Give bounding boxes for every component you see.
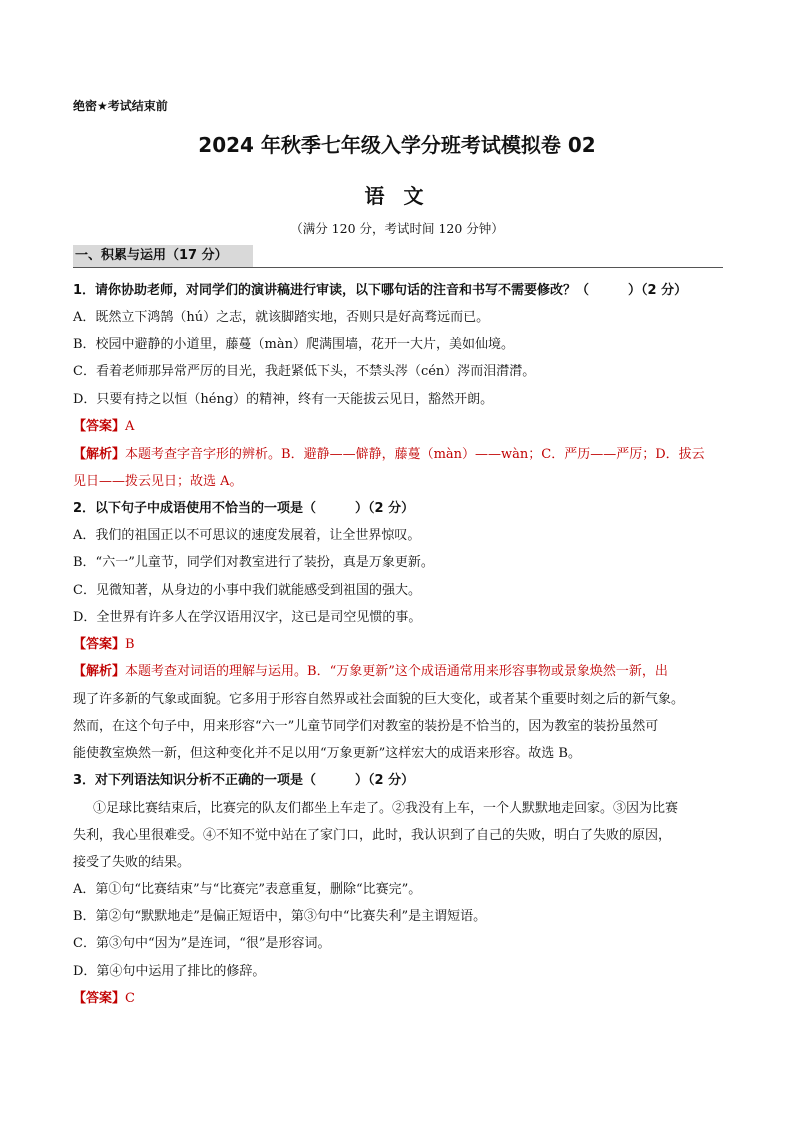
section-heading: 一、积累与运用（17 分） — [73, 245, 253, 267]
question-3-stem: 3．对下列语法知识分析不正确的一项是（ ）（2 分） — [73, 773, 415, 788]
question-1-answer — [73, 415, 134, 434]
answer-value: B — [125, 637, 135, 652]
answer-label: 【答案】 — [73, 637, 126, 652]
question-2-analysis-cont-3: 能使教室焕然一新，但这种变化并不足以用“万象更新”这样宏大的成语来形容。故选 B。 — [73, 746, 581, 761]
question-3-passage-2: 失利，我心里很难受。④不知不觉中站在了家门口，此时，我认识到了自己的失败，明白了失败的原因， — [73, 828, 672, 843]
subject-title: 语 文 — [364, 184, 430, 208]
answer-value: C — [125, 991, 135, 1006]
question-3-answer — [73, 987, 135, 1006]
question-2-option-d: D．全世界有许多人在学汉语用汉字，这已是司空见惯的事。 — [73, 610, 422, 625]
confidential-mark: 绝密★考试结束前 — [73, 99, 168, 113]
question-1-analysis-cont: 见日——拨云见日；故选 A。 — [73, 474, 243, 489]
question-1-option-c: C．看着老师那异常严厉的目光，我赶紧低下头，不禁头涔（cén）涔而泪潸潸。 — [73, 364, 536, 379]
question-2-option-c: C．见微知著，从身边的小事中我们就能感受到祖国的强大。 — [73, 583, 421, 598]
question-3-option-c: C．第③句中“因为”是连词，“很”是形容词。 — [73, 936, 331, 951]
question-3-passage-3: 接受了失败的结果。 — [73, 855, 191, 870]
question-1-option-a: A．既然立下鸿鹄（hú）之志，就该脚踏实地，否则只是好高骛远而已。 — [73, 310, 490, 325]
question-2-analysis-cont-2: 然而，在这个句子中，用来形容“六一”儿童节同学们对教室的装扮是不恰当的，因为教室的装扮虽然可 — [73, 719, 659, 734]
answer-value: A — [125, 419, 135, 434]
exam-title: 2024 年秋季七年级入学分班考试模拟卷 02 — [198, 133, 596, 157]
question-2-answer — [73, 633, 135, 652]
question-1-stem: 1．请你协助老师，对同学们的演讲稿进行审读，以下哪句话的注音和书写不需要修改？（ ）（2 分） — [73, 283, 688, 298]
exam-note: （满分 120 分，考试时间 120 分钟） — [290, 221, 504, 236]
question-2-option-a: A．我们的祖国正以不可思议的速度发展着，让全世界惊叹。 — [73, 528, 421, 543]
question-2-option-b: B．“六一”儿童节，同学们对教室进行了装扮，真是万象更新。 — [73, 555, 434, 570]
answer-label: 【答案】 — [73, 419, 126, 434]
question-3-option-a: A．第①句“比赛结束”与“比赛完”表意重复，删除“比赛完”。 — [73, 882, 422, 897]
question-2-stem: 2．以下句子中成语使用不恰当的一项是（ ）（2 分） — [73, 501, 415, 516]
question-2-analysis — [73, 660, 668, 679]
question-1-option-b: B．校园中避静的小道里，藤蔓（màn）爬满围墙，花开一大片，美如仙境。 — [73, 337, 515, 352]
question-2-analysis-cont-1: 现了许多新的气象或面貌。它多用于形容自然界或社会面貌的巨大变化，或者某个重要时刻之后的新气象。 — [73, 692, 685, 707]
question-3-option-d: D．第④句中运用了排比的修辞。 — [73, 964, 266, 979]
analysis-text: 本题考查对词语的理解与运用。B．“万象更新”这个成语通常用来形容事物或景象焕然一新，出 — [125, 664, 668, 679]
analysis-label: 【解析】 — [73, 447, 126, 462]
question-1-analysis — [73, 443, 705, 462]
analysis-text: 本题考查字音字形的辨析。B．避静——僻静，藤蔓（màn）——wàn；C．严历——严厉；D．拔云 — [125, 447, 705, 462]
section-divider — [73, 267, 723, 268]
answer-label: 【答案】 — [73, 991, 126, 1006]
question-3-passage-1: ①足球比赛结束后，比赛完的队友们都坐上车走了。②我没有上车，一个人默默地走回家。③因为比赛 — [93, 801, 679, 816]
question-3-option-b: B．第②句“默默地走”是偏正短语中，第③句中“比赛失利”是主谓短语。 — [73, 909, 487, 924]
analysis-label: 【解析】 — [73, 664, 126, 679]
question-1-option-d: D．只要有持之以恒（héng）的精神，终有一天能拔云见日，豁然开朗。 — [73, 392, 494, 407]
